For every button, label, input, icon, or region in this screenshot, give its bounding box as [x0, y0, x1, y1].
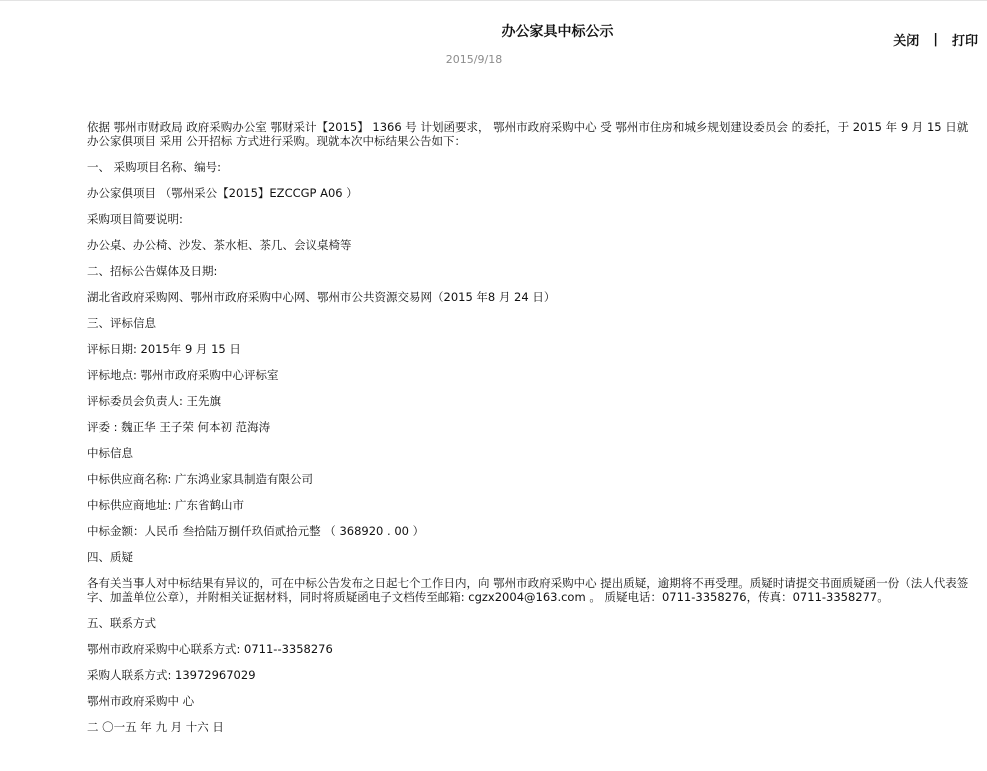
action-separator: |	[933, 31, 938, 47]
top-border-line	[0, 0, 987, 1]
notice-body	[87, 120, 979, 746]
print-link[interactable]: 打印	[951, 33, 978, 49]
center-contact: 鄂州市政府采购中心联系方式: 0711--3358276	[87, 642, 333, 656]
section-1-heading: 一、 采购项目名称、编号:	[87, 160, 222, 174]
winning-supplier-name: 中标供应商名称: 广东鸿业家具制造有限公司	[87, 472, 314, 486]
evaluation-location: 评标地点: 鄂州市政府采购中心评标室	[87, 368, 279, 382]
evaluation-date: 评标日期: 2015年 9 月 15 日	[87, 342, 241, 356]
action-links	[893, 31, 978, 47]
project-name: 办公家俱项目 （鄂州采公【2015】EZCCGP A06 ）	[87, 186, 358, 200]
section-5-heading: 五、联系方式	[87, 616, 156, 630]
award-heading: 中标信息	[87, 446, 133, 460]
intro-paragraph: 依据 鄂州市财政局 政府采购办公室 鄂财采计【2015】 1366 号 计划函要求， 鄂州市政府采购中心 受 鄂州市住房和城乡规划建设委员会 的委托，于 2015 年 9 月 15 日就 办公家俱项目 采用 公开招标 方式进行采购。现就本次中标结果公告如下：	[87, 120, 972, 148]
signature-org: 鄂州市政府采购中 心	[87, 694, 195, 708]
committee-chair: 评标委员会负责人: 王先旗	[87, 394, 222, 408]
award-amount: 中标金额：人民币 叁拾陆万捌仟玖佰贰拾元整 （ 368920 . 00 ）	[87, 524, 425, 538]
project-summary-heading: 采购项目简要说明:	[87, 212, 183, 226]
signature-date: 二 〇一五 年 九 月 十六 日	[87, 720, 224, 734]
section-3-heading: 三、评标信息	[87, 316, 156, 330]
page-title: 办公家具中标公示	[501, 24, 614, 40]
committee-members: 评委 : 魏正华 王子荣 何本初 范海涛	[87, 420, 271, 434]
announcement-media: 湖北省政府采购网、鄂州市政府采购中心网、鄂州市公共资源交易网（2015 年8 月 24 日）	[87, 290, 556, 304]
section-2-heading: 二、招标公告媒体及日期:	[87, 264, 218, 278]
close-link[interactable]: 关闭	[893, 33, 920, 49]
buyer-contact: 采购人联系方式: 13972967029	[87, 668, 256, 682]
publish-date: 2015/9/18	[445, 53, 503, 66]
project-summary: 办公桌、办公椅、沙发、茶水柜、茶几、会议桌椅等	[87, 238, 352, 252]
winning-supplier-address: 中标供应商地址: 广东省鹤山市	[87, 498, 245, 512]
objection-text: 各有关当事人对中标结果有异议的，可在中标公告发布之日起七个工作日内，向 鄂州市政府采购中心 提出质疑，逾期将不再受理。质疑时请提交书面质疑函一份（法人代表签字、加盖单位公章），并附相关证据材料，同时将质疑函电子文档传至邮箱: cgzx2004@163.com 。 质疑电话：0711-3358276，传真：0711-3358277。	[87, 576, 969, 604]
section-4-heading: 四、质疑	[87, 550, 133, 564]
